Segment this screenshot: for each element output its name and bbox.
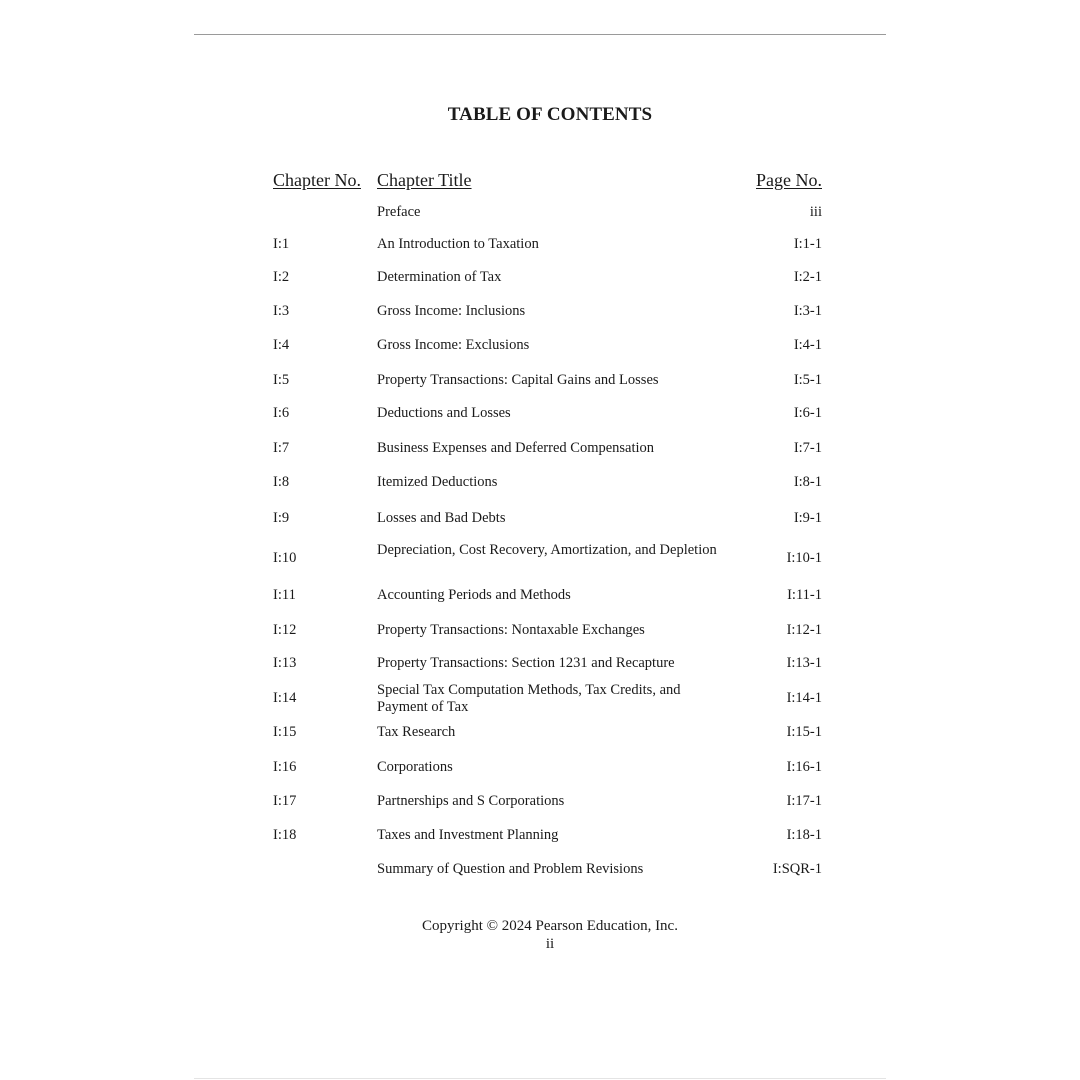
page-number: I:7-1 bbox=[793, 440, 822, 456]
page-number: I:6-1 bbox=[793, 405, 822, 421]
chapter-title: Gross Income: Inclusions bbox=[377, 303, 526, 319]
chapter-number: I:11 bbox=[273, 587, 296, 603]
chapter-title: Gross Income: Exclusions bbox=[377, 337, 530, 353]
page-number: I:8-1 bbox=[793, 474, 822, 490]
copyright-notice: Copyright © 2024 Pearson Education, Inc. bbox=[422, 918, 678, 934]
chapter-number: I:8 bbox=[273, 474, 290, 490]
bottom-divider bbox=[194, 1078, 886, 1079]
chapter-title: Business Expenses and Deferred Compensation bbox=[377, 440, 655, 456]
page-number: I:13-1 bbox=[786, 655, 822, 671]
chapter-title: Summary of Question and Problem Revisions bbox=[377, 861, 644, 877]
page-title: TABLE OF CONTENTS bbox=[447, 104, 653, 125]
chapter-number: I:2 bbox=[273, 269, 290, 285]
page-number: I:10-1 bbox=[786, 550, 822, 566]
chapter-number: I:7 bbox=[273, 440, 290, 456]
page-number: I:1-1 bbox=[793, 236, 822, 252]
chapter-title: Depreciation, Cost Recovery, Amortization, and Depletion bbox=[377, 542, 717, 558]
page-number: I:SQR-1 bbox=[772, 861, 822, 877]
column-header-chapter-no: Chapter No. bbox=[273, 170, 361, 190]
page-number: I:4-1 bbox=[793, 337, 822, 353]
page-footer-number: ii bbox=[545, 936, 555, 952]
chapter-number: I:15 bbox=[273, 724, 297, 740]
chapter-number: I:13 bbox=[273, 655, 297, 671]
column-header-page-no: Page No. bbox=[756, 170, 822, 190]
page-number: I:12-1 bbox=[786, 622, 822, 638]
page-number: I:14-1 bbox=[786, 690, 822, 706]
chapter-number: I:4 bbox=[273, 337, 290, 353]
chapter-title: Property Transactions: Capital Gains and Losses bbox=[377, 372, 659, 388]
chapter-number: I:14 bbox=[273, 690, 297, 706]
chapter-number: I:18 bbox=[273, 827, 297, 843]
chapter-title: Preface bbox=[377, 204, 421, 220]
chapter-number: I:12 bbox=[273, 622, 297, 638]
chapter-number: I:5 bbox=[273, 372, 290, 388]
page-number: I:2-1 bbox=[793, 269, 822, 285]
chapter-number: I:9 bbox=[273, 510, 290, 526]
page-number: I:3-1 bbox=[793, 303, 822, 319]
chapter-title: Property Transactions: Nontaxable Exchanges bbox=[377, 622, 645, 638]
chapter-number: I:1 bbox=[273, 236, 290, 252]
chapter-number: I:16 bbox=[273, 759, 297, 775]
page-number: I:17-1 bbox=[786, 793, 822, 809]
page-number: iii bbox=[809, 204, 822, 220]
page-number: I:18-1 bbox=[786, 827, 822, 843]
chapter-title: Tax Research bbox=[377, 724, 456, 740]
page-number: I:16-1 bbox=[786, 759, 822, 775]
page-number: I:9-1 bbox=[793, 510, 822, 526]
chapter-number: I:3 bbox=[273, 303, 290, 319]
chapter-title: Deductions and Losses bbox=[377, 405, 511, 421]
chapter-title: Property Transactions: Section 1231 and Recapture bbox=[377, 655, 675, 671]
chapter-title: Corporations bbox=[377, 759, 453, 775]
column-header-chapter-title: Chapter Title bbox=[377, 170, 472, 190]
page-number: I:5-1 bbox=[793, 372, 822, 388]
chapter-title: Special Tax Computation Methods, Tax Credits, and Payment of Tax bbox=[377, 682, 681, 715]
chapter-title: Partnerships and S Corporations bbox=[377, 793, 565, 809]
chapter-title: Accounting Periods and Methods bbox=[377, 587, 571, 603]
chapter-title: Losses and Bad Debts bbox=[377, 510, 506, 526]
chapter-title: Itemized Deductions bbox=[377, 474, 498, 490]
chapter-number: I:6 bbox=[273, 405, 290, 421]
chapter-number: I:10 bbox=[273, 550, 297, 566]
page-number: I:15-1 bbox=[786, 724, 822, 740]
page-number: I:11-1 bbox=[787, 587, 822, 603]
chapter-title: Taxes and Investment Planning bbox=[377, 827, 559, 843]
chapter-title: Determination of Tax bbox=[377, 269, 502, 285]
chapter-title: An Introduction to Taxation bbox=[377, 236, 539, 252]
top-divider bbox=[194, 34, 886, 35]
chapter-number: I:17 bbox=[273, 793, 297, 809]
